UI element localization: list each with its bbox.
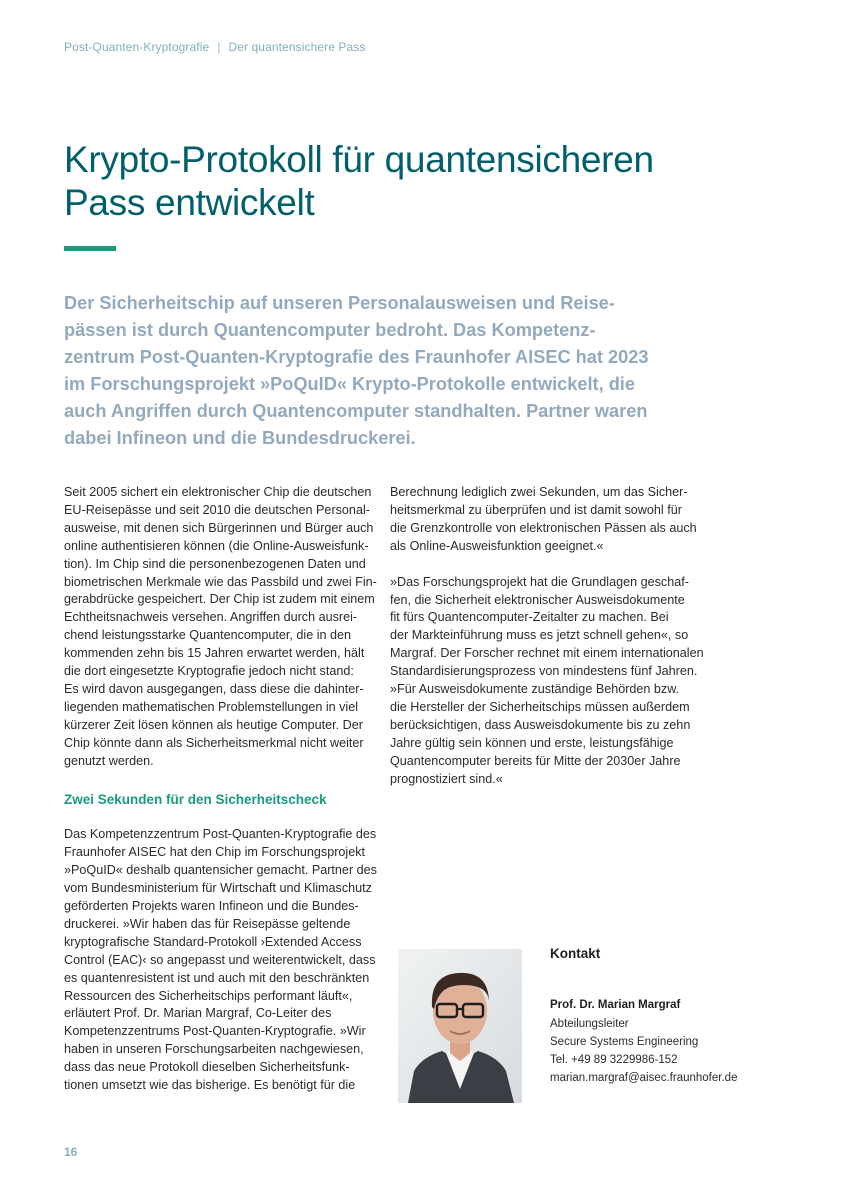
page-number: 16 (64, 1145, 78, 1159)
contact-portrait-photo (398, 949, 522, 1103)
header-topic: Der quantensichere Pass (228, 40, 366, 54)
right-paragraph-2 (390, 574, 718, 789)
left-paragraph-1-line: EU-Reisepässe und seit 2010 die deutschen Personal- (64, 502, 370, 517)
left-paragraph-2-line: druckerei. »Wir haben das für Reisepässe geltende (64, 916, 351, 931)
left-paragraph-1 (64, 484, 382, 771)
left-paragraph-1-line: tion). Im Chip sind die personenbezogenen Daten und (64, 556, 366, 571)
left-paragraph-1-line: chend leistungsstarke Quantencomputer, die in den (64, 628, 352, 643)
right-paragraph-2-line: Standardisierungsprozess von mindestens fünf Jahren. (390, 664, 698, 679)
left-paragraph-1-line: online authentisieren können (die Online-Ausweisfunk- (64, 538, 369, 553)
lead-line: pässen ist durch Quantencomputer bedroht. Das Kompetenz- (64, 320, 596, 340)
right-paragraph-2-line: fen, die Sicherheit elektronischer Ausweisdokumente (390, 592, 685, 607)
left-paragraph-2-line: vom Bundesministerium für Wirtschaft und Klimaschutz (64, 881, 372, 896)
running-header (64, 40, 366, 54)
lead-line: auch Angriffen durch Quantencomputer standhalten. Partner waren (64, 401, 648, 421)
contact-block (550, 946, 820, 1087)
right-paragraph-1 (390, 484, 718, 556)
title-accent-bar (64, 246, 116, 251)
right-paragraph-2-line: Margraf. Der Forscher rechnet mit einem internationalen (390, 646, 704, 661)
left-paragraph-2-line: kryptografische Standard-Protokoll ›Extended Access (64, 934, 362, 949)
contact-email-link[interactable]: marian.margraf@aisec.fraunhofer.de (550, 1072, 738, 1084)
left-paragraph-1-line: gerabdrücke gespeichert. Der Chip ist zudem mit einem (64, 592, 375, 607)
left-paragraph-2-line: geförderten Projekts waren Infineon und die Bundes- (64, 899, 359, 914)
right-paragraph-1-line: die Grenzkontrolle von elektronischen Pässen als auch (390, 520, 697, 535)
right-paragraph-2-line: berücksichtigen, dass Ausweisdokumente bis zu zehn (390, 717, 691, 732)
contact-heading: Kontakt (550, 946, 601, 961)
left-paragraph-1-line: genutzt werden. (64, 753, 154, 768)
left-paragraph-1-line: die dort eingesetzte Kryptografie jedoch nicht stand: (64, 664, 354, 679)
lead-line: dabei Infineon und die Bundesdruckerei. (64, 428, 416, 448)
left-paragraph-2-line: haben in unseren Forschungsarbeiten nachgewiesen, (64, 1042, 364, 1057)
portrait-image (398, 949, 522, 1103)
left-paragraph-2-line: Das Kompetenzzentrum Post-Quanten-Kryptografie des (64, 827, 377, 842)
left-paragraph-2-line: es quantenresistent ist und auch mit den beschränkten (64, 970, 370, 985)
left-paragraph-1-line: ausweise, mit denen sich Bürgerinnen und Bürger auch (64, 520, 374, 535)
right-paragraph-2-line: fit fürs Quantencomputer-Zeitalter zu machen. Bei (390, 610, 669, 625)
contact-name: Prof. Dr. Marian Margraf (550, 999, 681, 1011)
left-paragraph-2-line: dass das neue Protokoll dieselben Sicherheitsfunk- (64, 1060, 350, 1075)
left-column (64, 484, 382, 1095)
right-paragraph-1-line: Berechnung lediglich zwei Sekunden, um das Sicher- (390, 485, 688, 499)
section-subheading: Zwei Sekunden für den Sicherheitscheck (64, 791, 327, 807)
right-paragraph-2-line: »Das Forschungsprojekt hat die Grundlagen geschaf- (390, 574, 689, 589)
right-paragraph-1-line: heitsmerkmal zu überprüfen und ist damit sowohl für (390, 502, 682, 517)
left-paragraph-1-line: kommenden zehn bis 15 Jahren erwartet werden, hält (64, 646, 365, 661)
header-separator: | (217, 40, 221, 54)
right-paragraph-2-line: die Hersteller der Sicherheitschips müssen außerdem (390, 699, 690, 714)
right-column (390, 484, 718, 789)
left-paragraph-2-line: Ressourcen des Sicherheitschips performant läuft«, (64, 988, 353, 1003)
left-paragraph-2-line: Kompetenzzentrums Post-Quanten-Kryptografie. »Wir (64, 1024, 366, 1039)
left-paragraph-2 (64, 826, 382, 1095)
left-paragraph-1-line: Echtheitsnachweis versehen. Angriffen durch ausrei- (64, 610, 358, 625)
left-paragraph-2-line: tionen umsetzt wie das bisherige. Es benötigt für die (64, 1078, 356, 1093)
lead-line: zentrum Post-Quanten-Kryptografie des Fraunhofer AISEC hat 2023 (64, 347, 649, 367)
left-paragraph-1-line: biometrischen Merkmale wie das Passbild und zwei Fin- (64, 574, 377, 589)
contact-department: Secure Systems Engineering (550, 1036, 699, 1048)
left-paragraph-2-line: erläutert Prof. Dr. Marian Margraf, Co-Leiter des (64, 1006, 332, 1021)
right-paragraph-2-line: prognostiziert sind.« (390, 771, 503, 786)
title-line-2: Pass entwickelt (64, 182, 315, 223)
right-paragraph-2-line: der Markteinführung muss es jetzt schnell gehen«, so (390, 628, 689, 643)
left-paragraph-2-line: Fraunhofer AISEC hat den Chip im Forschungsprojekt (64, 845, 366, 860)
lead-line: im Forschungsprojekt »PoQuID« Krypto-Protokolle entwickelt, die (64, 374, 635, 394)
left-paragraph-1-line: Seit 2005 sichert ein elektronischer Chip die deutschen (64, 485, 372, 499)
right-paragraph-2-line: Quantencomputer bereits für Mitte der 2030er Jahre (390, 753, 681, 768)
contact-role: Abteilungsleiter (550, 1018, 629, 1030)
lead-paragraph (64, 290, 714, 452)
header-section: Post-Quanten-Kryptografie (64, 40, 210, 54)
left-paragraph-1-line: Es wird davon ausgegangen, dass diese die dahinter- (64, 681, 364, 696)
right-paragraph-2-line: Jahre gültig sein können und erste, leistungsfähige (390, 735, 674, 750)
page-title (64, 138, 764, 224)
left-paragraph-2-line: »PoQuID« deshalb quantensicher gemacht. Partner des (64, 863, 377, 878)
contact-phone[interactable]: Tel. +49 89 3229986-152 (550, 1054, 678, 1066)
left-paragraph-1-line: kürzerer Zeit lösen können als heutige Computer. Der (64, 717, 363, 732)
left-paragraph-1-line: liegenden mathematischen Problemstellungen in viel (64, 699, 359, 714)
left-paragraph-1-line: Chip könnte dann als Sicherheitsmerkmal nicht weiter (64, 735, 364, 750)
title-line-1: Krypto-Protokoll für quantensicheren (64, 139, 654, 180)
right-paragraph-2-line: »Für Ausweisdokumente zuständige Behörden bzw. (390, 682, 680, 697)
right-paragraph-1-line: als Online-Ausweisfunktion geeignet.« (390, 538, 604, 553)
lead-line: Der Sicherheitschip auf unseren Personalausweisen und Reise- (64, 293, 615, 313)
left-paragraph-2-line: Control (EAC)‹ so angepasst und weiterentwickelt, dass (64, 952, 376, 967)
